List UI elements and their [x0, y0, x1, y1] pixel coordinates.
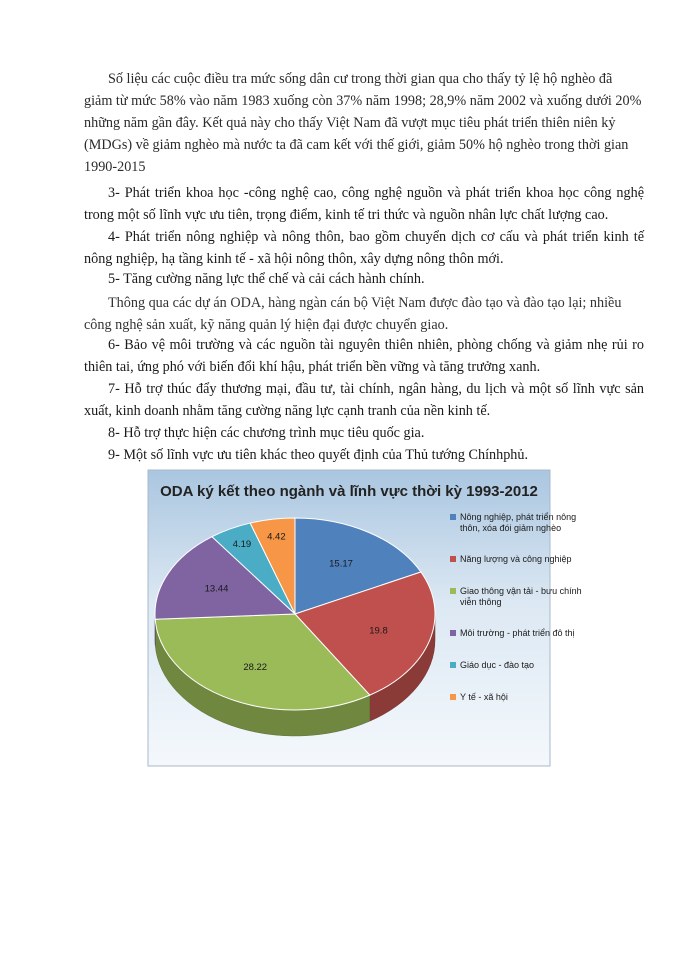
pie-value-label-0: 15.17: [329, 558, 353, 570]
paragraph-item-6: 6- Bảo vệ môi trường và các nguồn tài nguyên thiên nhiên, phòng chống và giảm nhẹ rủi ro thiên tai, ứng phó với biến đổi khí hậu, phát triển bền vững và tăng trưởng xanh.: [84, 337, 644, 375]
paragraph-poverty-statistics: Số liệu các cuộc điều tra mức sống dân cư trong thời gian qua cho thấy tỷ lệ hộ nghèo đã giảm từ mức 58% vào năm 1983 xuống còn 37% năm 1998; 28,9% năm 2002 và xuống dưới 20% những năm gần đây. Kết quả này cho thấy Việt Nam đã vượt mục tiêu phát triển thiên niên kỷ (MDGs) về giảm nghèo mà nước ta đã cam kết với thế giới, giảm 50% hộ nghèo trong thời gian 1990-2015: [84, 71, 642, 175]
legend-swatch-0: [450, 514, 456, 520]
legend-label-3: Môi trường - phát triển đô thị: [460, 628, 575, 638]
legend-swatch-3: [450, 630, 456, 636]
legend-label-0-line-1: thôn, xóa đói giảm nghèo: [460, 523, 562, 533]
legend-label-4: Giáo dục - đào tạo: [460, 660, 535, 670]
legend-label-2-line-1: viễn thông: [460, 597, 502, 607]
pie-value-label-2: 28.22: [243, 661, 268, 673]
pie-value-label-3: 13.44: [204, 583, 229, 595]
legend-label-2: Giao thông vận tải - bưu chính: [460, 586, 582, 596]
paragraph-item-4: 4- Phát triển nông nghiệp và nông thôn, bao gồm chuyển dịch cơ cấu và phát triển kinh tế nông nghiệp, hạ tầng kinh tế - xã hội nông thôn, xây dựng nông thôn mới.: [84, 229, 644, 267]
legend-label-0: Nông nghiệp, phát triển nông: [460, 512, 577, 522]
pie-value-label-1: 19.8: [369, 625, 388, 637]
paragraph-oda-training: Thông qua các dự án ODA, hàng ngàn cán bộ Việt Nam được đào tạo và đào tạo lại; nhiều công nghệ sản xuất, kỹ năng quản lý hiện đại được chuyển giao.: [84, 295, 622, 333]
pie-value-label-5: 4.42: [267, 531, 286, 543]
legend-swatch-1: [450, 556, 456, 562]
paragraph-item-3: 3- Phát triển khoa học -công nghệ cao, công nghệ nguồn và phát triển khoa học công nghệ trong một số lĩnh vực ưu tiên, trọng điểm, kinh tế tri thức và nguồn nhân lực chất lượng cao.: [84, 185, 644, 223]
oda-pie-chart: [148, 470, 582, 766]
legend-label-1: Năng lượng và công nghiệp: [460, 554, 572, 564]
chart-title: ODA ký kết theo ngành và lĩnh vực thời kỳ 1993-2012: [160, 483, 538, 500]
paragraph-item-5: 5- Tăng cường năng lực thể chế và cải cách hành chính.: [108, 271, 425, 287]
paragraph-item-8: 8- Hỗ trợ thực hiện các chương trình mục tiêu quốc gia.: [108, 425, 425, 441]
pie-value-label-4: 4.19: [232, 539, 252, 551]
legend-swatch-4: [450, 662, 456, 668]
legend-swatch-2: [450, 588, 456, 594]
paragraph-item-9: 9- Một số lĩnh vực ưu tiên khác theo quyết định của Thủ tướng Chínhphủ.: [108, 447, 529, 463]
paragraph-item-7: 7- Hỗ trợ thúc đẩy thương mại, đầu tư, tài chính, ngân hàng, du lịch và một số lĩnh vực sản xuất, kinh doanh nhằm tăng cường năng lực cạnh tranh của nền kinh tế.: [84, 381, 644, 419]
legend-swatch-5: [450, 694, 456, 700]
legend-label-5: Y tế - xã hội: [460, 692, 508, 702]
